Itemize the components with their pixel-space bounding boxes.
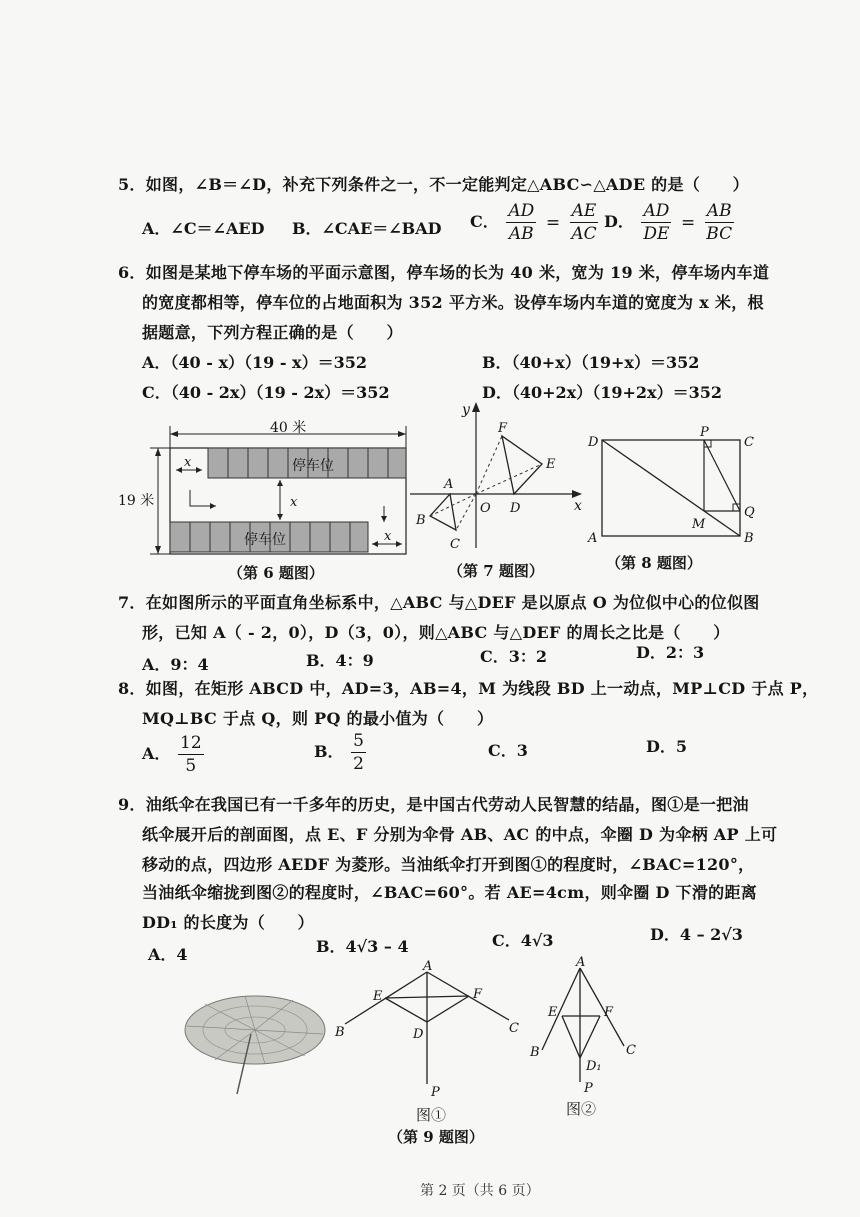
point-b-label: B [416, 513, 426, 528]
equals-sign: = [545, 212, 561, 233]
point-d1-label: D₁ [586, 1059, 602, 1074]
triangle-def [502, 436, 542, 494]
point-p-label: P [431, 1085, 440, 1100]
point-b-label: B [530, 1045, 540, 1060]
point-m-label: M [692, 517, 706, 532]
q8-option-b [314, 730, 368, 775]
point-a-label: A [588, 531, 598, 546]
point-c-label: C [744, 435, 754, 450]
segment-pq [704, 440, 740, 511]
q8-line2: MQ⊥BC 于点 Q，则 PQ 的最小值为（ ） [142, 709, 494, 728]
q5-option-a: A．∠C＝∠AED [142, 219, 265, 238]
point-p-label: P [584, 1081, 593, 1096]
q8-option-b-label: B． [314, 742, 344, 761]
q9-option-d: D．4 – 2√3 [650, 925, 743, 944]
q8-option-a [142, 732, 206, 777]
point-e-label: E [373, 989, 383, 1004]
q5-option-c-frac1: $\frac{AD}{AB}$ [508, 201, 535, 244]
diagonal-bd [602, 440, 740, 536]
q9-line4: 当油纸伞缩拢到图②的程度时，∠BAC=60°。若 AE=4cm，则伞圈 D 下滑的距离 [142, 883, 758, 902]
parking-slot-label-top: 停车位 [292, 458, 334, 474]
q6-line2: 的宽度都相等，停车位的占地面积为 352 平方米。设停车场内车道的宽度为 x 米，根 [142, 293, 764, 312]
q7-line2: 形，已知 A（ - 2，0），D（3，0），则△ABC 与△DEF 的周长之比是（ ） [142, 623, 730, 642]
point-c-label: C [450, 537, 460, 552]
point-c-label: C [509, 1021, 519, 1036]
figure-7-caption: （第 7 题图） [448, 562, 544, 580]
x-label-right: x [384, 529, 392, 544]
q9-line3: 移动的点，四边形 AEDF 为菱形。当油纸伞打开到图①的程度时，∠BAC=120°， [142, 855, 755, 874]
q6-line3: 据题意，下列方程正确的是（ ） [142, 323, 403, 342]
q6-option-a: A．（40 - x）（19 - x）＝352 [142, 353, 367, 372]
q8-option-a-frac: $\frac{12}{5}$ [180, 733, 202, 776]
q5-option-b: B．∠CAE＝∠BAD [292, 219, 442, 238]
q8-line1: 8．如图，在矩形 ABCD 中，AD=3，AB=4，M 为线段 BD 上一动点，MP⊥CD 于点 P， [118, 679, 819, 698]
umbrella-illustration [185, 990, 335, 1100]
point-e-label: E [548, 1005, 558, 1020]
point-b-label: B [335, 1025, 345, 1040]
point-d-label: D [510, 501, 521, 516]
q9-option-a: A．4 [148, 945, 188, 964]
x-label-middle: x [290, 495, 298, 510]
width-label: 19 米 [118, 493, 155, 509]
q8-option-d: D．5 [646, 737, 688, 756]
origin-label: O [480, 501, 491, 516]
figure-6-parking-lot [118, 418, 400, 558]
x-label-left: x [184, 455, 192, 470]
q5-option-d-label: D． [604, 212, 634, 231]
q5-stem: 5．如图，∠B＝∠D，补充下列条件之一，不一定能判定△ABC∽△ADE 的是（ ） [118, 175, 749, 194]
figure-7-coordinate-plane [410, 400, 580, 550]
q8-option-b-frac: $\frac{5}{2}$ [353, 731, 364, 774]
q9-line5: DD₁ 的长度为（ ） [142, 913, 314, 932]
figure-9-diagram-2 [530, 954, 640, 1094]
y-axis-label: y [462, 402, 470, 418]
q5-option-c-label: C． [470, 212, 499, 231]
figure-9-label-2: 图② [566, 1100, 597, 1118]
point-b-label: B [744, 531, 754, 546]
q9-option-c: C．4√3 [492, 931, 554, 950]
rib-ac [580, 968, 624, 1046]
figure-8-rectangle [588, 425, 758, 548]
q6-option-b: B．（40+x）（19+x）＝352 [482, 353, 700, 372]
q8-option-a-label: A． [142, 744, 171, 763]
q5-option-d-frac1: $\frac{AD}{DE}$ [643, 201, 670, 244]
figure-9-caption: （第 9 题图） [388, 1128, 484, 1146]
q9-option-b: B．4√3 – 4 [316, 937, 409, 956]
figure-9-diagram-1 [335, 960, 525, 1100]
equals-sign: = [680, 212, 696, 233]
q7-line1: 7．在如图所示的平面直角坐标系中，△ABC 与△DEF 是以原点 O 为位似中心的位似图 [118, 593, 760, 612]
point-q-label: Q [744, 505, 755, 520]
q5-option-c [470, 200, 600, 245]
point-a-label: A [444, 477, 454, 492]
q9-line2: 纸伞展开后的剖面图，点 E、F 分别为伞骨 AB、AC 的中点，伞圈 D 为伞柄 AP 上可 [142, 825, 778, 844]
x-axis-label: x [574, 498, 582, 514]
q7-option-c: C．3：2 [480, 647, 548, 666]
triangle-abc [430, 494, 456, 530]
q6-option-d: D．（40+2x）（19+2x）＝352 [482, 383, 722, 402]
point-a-label: A [576, 955, 586, 970]
figure-6-caption: （第 6 题图） [228, 564, 324, 582]
q5-option-d [604, 200, 736, 245]
point-d-label: D [413, 1027, 424, 1042]
point-e-label: E [546, 457, 556, 472]
q8-option-c: C．3 [488, 741, 528, 760]
figure-8-caption: （第 8 题图） [606, 554, 702, 572]
q7-option-d: D．2：3 [636, 643, 705, 662]
point-f-label: F [604, 1005, 614, 1020]
q7-option-a: A．9：4 [142, 655, 209, 674]
point-f-label: F [498, 421, 508, 436]
page-footer: 第 2 页（共 6 页） [420, 1183, 540, 1199]
point-c-label: C [626, 1043, 636, 1058]
point-a-label: A [423, 959, 433, 974]
point-p-label: P [700, 425, 709, 440]
q6-line1: 6．如图是某地下停车场的平面示意图，停车场的长为 40 米，宽为 19 米，停车场内车道 [118, 263, 770, 282]
length-label: 40 米 [270, 420, 307, 436]
q6-option-c: C．（40 - 2x）（19 - 2x）＝352 [142, 383, 390, 402]
parking-slot-label-bottom: 停车位 [244, 532, 286, 548]
point-d-label: D [588, 435, 599, 450]
q5-option-c-frac2: $\frac{AE}{AC}$ [571, 201, 597, 244]
point-f-label: F [473, 987, 483, 1002]
q5-option-d-frac2: $\frac{AB}{BC}$ [706, 201, 733, 244]
q9-line1: 9．油纸伞在我国已有一千多年的历史，是中国古代劳动人民智慧的结晶，图①是一把油 [118, 795, 749, 814]
figure-9-label-1: 图① [416, 1106, 447, 1124]
q7-option-b: B．4：9 [306, 651, 374, 670]
